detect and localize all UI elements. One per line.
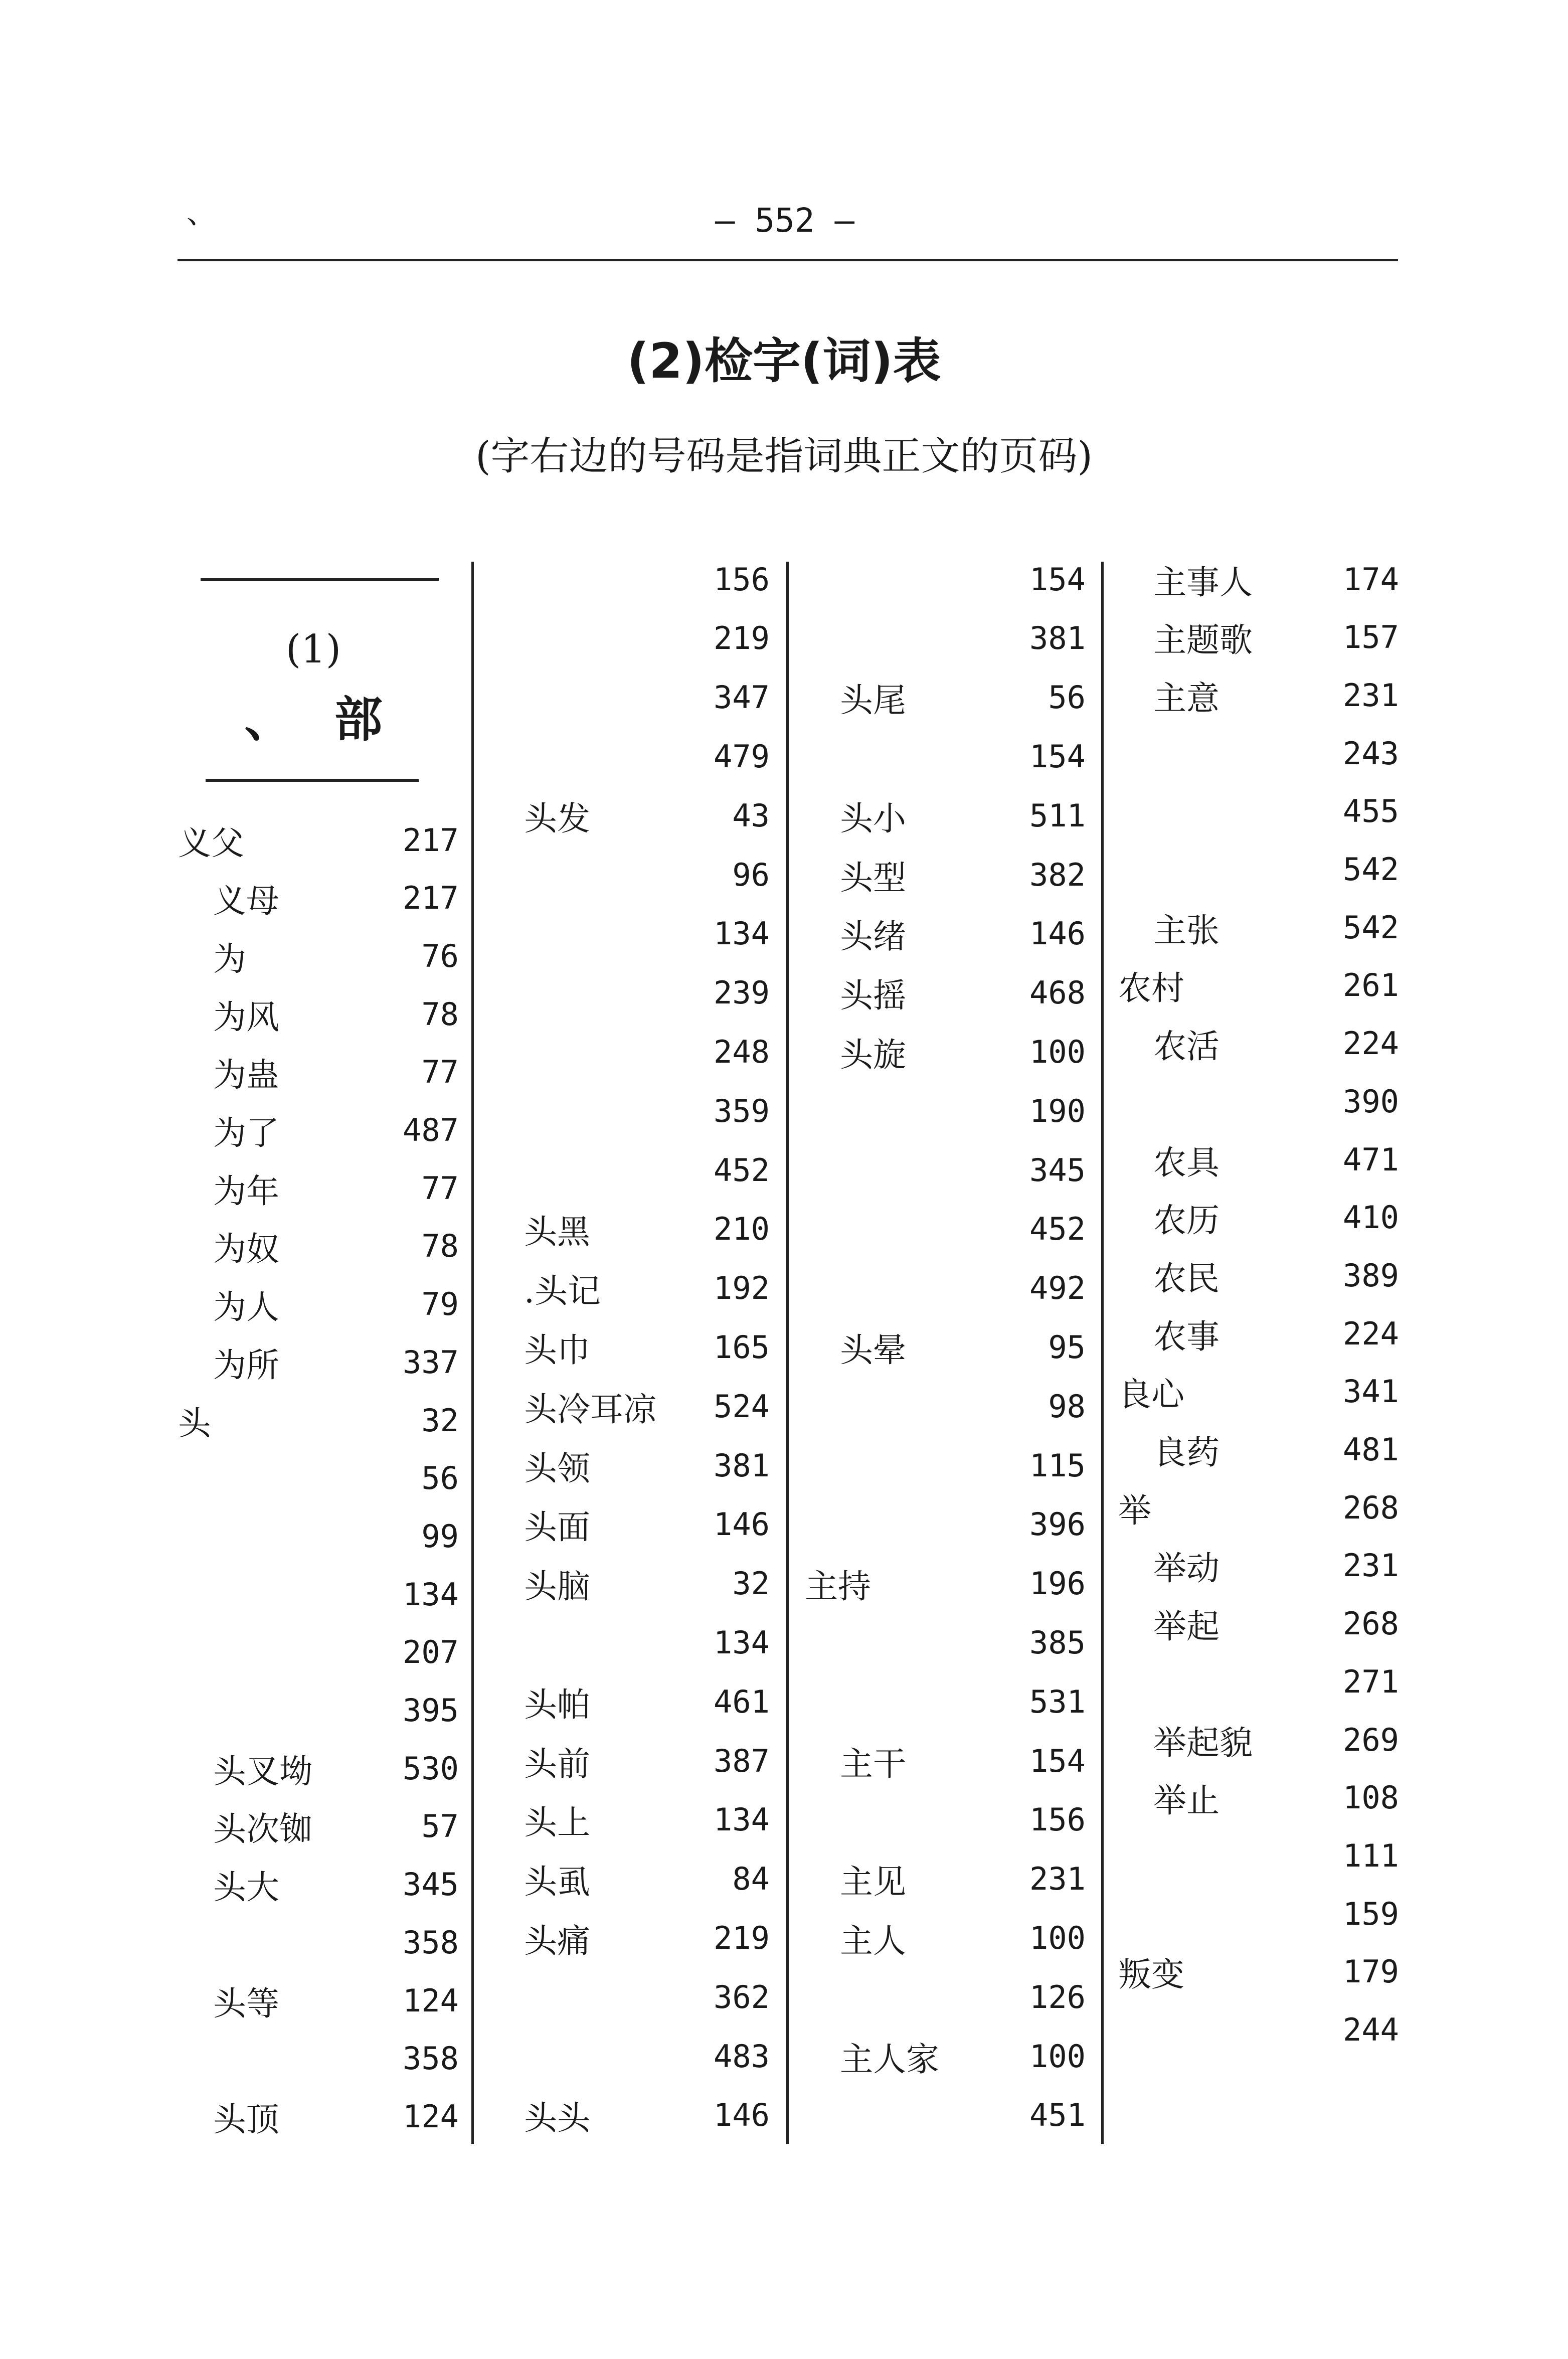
page-ref: 78 (421, 995, 459, 1033)
index-row (805, 1969, 1086, 2025)
page-ref: 210 (714, 1211, 770, 1248)
index-row (805, 1083, 1086, 1138)
page-ref: 387 (714, 1742, 770, 1779)
page-ref: 217 (403, 880, 459, 917)
index-row (524, 611, 770, 666)
page-ref: 76 (421, 937, 459, 974)
page-ref: 57 (421, 1808, 459, 1845)
index-row (805, 1319, 1086, 1375)
index-word: 头黑 (524, 1213, 590, 1252)
index-row (524, 1142, 770, 1198)
page-ref: 100 (1029, 2038, 1086, 2075)
page-ref: 231 (1343, 1547, 1399, 1584)
index-row (1118, 1944, 1399, 1999)
page-ref: 410 (1343, 1199, 1399, 1236)
index-word: 头次铷 (213, 1810, 312, 1849)
page-ref: 134 (714, 1624, 770, 1661)
page-ref: 192 (714, 1270, 770, 1307)
page-ref: 146 (1029, 915, 1086, 952)
page-ref: 471 (1343, 1141, 1399, 1178)
index-row (1118, 2002, 1399, 2058)
index-row (805, 788, 1086, 843)
page-ref: 159 (1343, 1895, 1399, 1932)
index-row (178, 2031, 459, 2086)
index-row (178, 1683, 459, 1738)
page-ref: 224 (1343, 1315, 1399, 1352)
page-ref: 243 (1343, 735, 1399, 772)
index-word: 为了 (213, 1114, 279, 1152)
index-row (524, 2029, 770, 2084)
index-row (178, 1625, 459, 1680)
page-ref: 542 (1343, 851, 1399, 888)
index-word: 主持 (805, 1567, 871, 1606)
index-word: 为所 (213, 1345, 279, 1385)
index-row (524, 1083, 770, 1138)
index-row (178, 1973, 459, 2028)
section-name: 、 部 (244, 692, 383, 748)
index-row (1118, 1364, 1399, 1419)
index-word: 头冷耳凉 (524, 1390, 656, 1429)
page-ref: 358 (403, 1924, 459, 1961)
index-word: 头型 (840, 858, 906, 897)
page-ref: 157 (1343, 619, 1399, 656)
index-row (805, 1615, 1086, 1670)
page-ref: 207 (403, 1634, 459, 1671)
index-row (1118, 726, 1399, 781)
index-row (524, 1851, 770, 1907)
index-row (1118, 1132, 1399, 1187)
index-row (805, 2029, 1086, 2084)
index-word: 主干 (840, 1744, 906, 1783)
page-ref: 531 (1029, 1683, 1086, 1720)
page-ref: 134 (714, 1801, 770, 1838)
index-word: 农活 (1153, 1027, 1219, 1066)
index-word: .头记 (524, 1272, 601, 1311)
index-row (1118, 667, 1399, 723)
page-ref: 487 (403, 1112, 459, 1148)
index-row (805, 1556, 1086, 1611)
page-ref: 231 (1029, 1861, 1086, 1898)
index-row (805, 847, 1086, 902)
index-row (805, 1438, 1086, 1493)
page-ref: 542 (1343, 909, 1399, 946)
index-word: 农事 (1153, 1317, 1219, 1356)
index-word: 农村 (1118, 969, 1184, 1008)
index-row (805, 1851, 1086, 1907)
index-word: 为年 (213, 1171, 279, 1211)
index-word: 头前 (524, 1744, 590, 1783)
index-word: 头痛 (524, 1921, 590, 1960)
index-row (1118, 1654, 1399, 1709)
page-ref: 154 (1029, 738, 1086, 775)
index-row (178, 986, 459, 1042)
index-word: 为人 (213, 1288, 279, 1327)
index-word: 叛变 (1118, 1955, 1184, 1994)
page-ref: 98 (1048, 1388, 1086, 1425)
page-ref: 381 (1029, 620, 1086, 657)
index-row (1118, 1886, 1399, 1941)
page-ref: 196 (1029, 1565, 1086, 1602)
index-word: 为风 (213, 997, 279, 1037)
index-row (1118, 1770, 1399, 1825)
page-ref: 108 (1343, 1779, 1399, 1816)
index-word: 头摇 (840, 976, 906, 1016)
index-row (805, 1379, 1086, 1434)
index-word: 头晕 (840, 1330, 906, 1370)
index-word: 头 (178, 1404, 211, 1443)
index-row (524, 552, 770, 607)
index-row (524, 1910, 770, 1965)
index-row (178, 1741, 459, 1796)
page-ref: 468 (1029, 974, 1086, 1012)
index-word: 主张 (1153, 911, 1219, 950)
page-ref: 231 (1343, 677, 1399, 714)
page-ref: 358 (403, 2040, 459, 2077)
page-ref: 115 (1029, 1447, 1086, 1484)
page-ref: 99 (421, 1518, 459, 1555)
index-row (178, 928, 459, 983)
column-separator (471, 562, 474, 2144)
page-ref: 483 (714, 2038, 770, 2075)
index-row (805, 1497, 1086, 1552)
index-row (805, 2088, 1086, 2143)
index-row (524, 1792, 770, 1847)
index-word: 头绪 (840, 917, 906, 956)
index-row (805, 1261, 1086, 1316)
index-row (524, 1438, 770, 1493)
index-row (178, 1508, 459, 1564)
page-ref: 84 (732, 1861, 770, 1898)
index-row (805, 965, 1086, 1021)
page-ref: 244 (1343, 2011, 1399, 2048)
page-ref: 337 (403, 1343, 459, 1381)
index-row (1118, 1828, 1399, 1883)
index-word: 头帕 (524, 1685, 590, 1724)
index-row (524, 1024, 770, 1079)
column-separator (786, 562, 789, 2144)
index-word: 农具 (1153, 1143, 1219, 1182)
page-ref: 451 (1029, 2097, 1086, 2134)
page-ref: 530 (403, 1750, 459, 1787)
index-row (1118, 1248, 1399, 1303)
page-ref: 56 (421, 1460, 459, 1497)
index-row (178, 1799, 459, 1854)
index-row (1118, 1074, 1399, 1129)
page-ref: 56 (1048, 679, 1086, 716)
index-row (524, 965, 770, 1021)
index-row (524, 729, 770, 784)
page-ref: 481 (1343, 1431, 1399, 1468)
index-word: 头头 (524, 2099, 590, 2138)
index-row (805, 1142, 1086, 1198)
index-word: 头大 (213, 1868, 279, 1907)
header-rule (178, 259, 1398, 261)
page-ref: 77 (421, 1169, 459, 1207)
index-row (524, 1969, 770, 2025)
index-row (178, 871, 459, 926)
index-word: 头叉坳 (213, 1752, 312, 1791)
index-row (805, 1910, 1086, 1965)
page-title: (2)检字(词)表 (627, 333, 941, 389)
index-row (178, 1915, 459, 1970)
index-word: 头旋 (840, 1035, 906, 1074)
index-row (178, 1219, 459, 1274)
index-word: 主人 (840, 1921, 906, 1960)
index-row (524, 670, 770, 725)
page-ref: 511 (1029, 797, 1086, 834)
index-row (524, 1379, 770, 1434)
index-word: 主事人 (1153, 563, 1253, 602)
index-row (524, 906, 770, 961)
index-word: 头顶 (213, 2100, 279, 2139)
index-word: 良心 (1118, 1375, 1184, 1414)
index-row (805, 611, 1086, 666)
index-row (1118, 958, 1399, 1013)
page-ref: 479 (714, 738, 770, 775)
page-ref: 239 (714, 974, 770, 1012)
page-ref: 124 (403, 1982, 459, 2019)
index-word: 头面 (524, 1508, 590, 1547)
page-ref: 341 (1343, 1373, 1399, 1410)
page-ref: 248 (714, 1033, 770, 1070)
index-word: 为奴 (213, 1230, 279, 1269)
page-number: — 552 — (715, 201, 855, 240)
page-ref: 174 (1343, 561, 1399, 598)
index-row (178, 1045, 459, 1100)
page-ref: 217 (403, 821, 459, 859)
page-ref: 452 (714, 1151, 770, 1189)
index-row (178, 812, 459, 868)
index-word: 头虱 (524, 1863, 590, 1902)
index-row (524, 1202, 770, 1257)
page-ref: 77 (421, 1054, 459, 1091)
page-ref: 381 (714, 1447, 770, 1484)
page-ref: 385 (1029, 1624, 1086, 1661)
index-row (524, 1497, 770, 1552)
page-ref: 359 (714, 1092, 770, 1129)
index-row (805, 670, 1086, 725)
page-ref: 345 (1029, 1151, 1086, 1189)
index-word: 头领 (524, 1449, 590, 1488)
page-ref: 126 (1029, 1978, 1086, 2015)
index-row (524, 847, 770, 902)
page-ref: 455 (1343, 793, 1399, 830)
index-word: 举起貌 (1153, 1723, 1253, 1762)
section-rule-bottom (206, 779, 419, 782)
index-row (1118, 1190, 1399, 1245)
index-word: 义父 (178, 823, 244, 863)
index-row (524, 1615, 770, 1670)
index-row (178, 1334, 459, 1390)
page-subtitle: (字右边的号码是指词典正文的页码) (475, 434, 1093, 479)
page-ref: 396 (1029, 1506, 1086, 1543)
page-ref: 347 (714, 679, 770, 716)
index-word: 主意 (1153, 679, 1219, 718)
index-row (178, 1857, 459, 1912)
index-row (178, 1277, 459, 1332)
section-number: (1) (285, 627, 341, 672)
index-row (805, 729, 1086, 784)
page-ref: 452 (1029, 1211, 1086, 1248)
index-row (524, 2088, 770, 2143)
page-ref: 100 (1029, 1919, 1086, 1956)
index-row (805, 1024, 1086, 1079)
index-word: 举动 (1153, 1549, 1219, 1588)
page-ref: 154 (1029, 1742, 1086, 1779)
index-row (1118, 784, 1399, 839)
index-word: 农民 (1153, 1259, 1219, 1298)
index-word: 农历 (1153, 1201, 1219, 1240)
page-ref: 190 (1029, 1092, 1086, 1129)
index-row (178, 1451, 459, 1506)
index-word: 举止 (1153, 1781, 1219, 1820)
page-ref: 345 (403, 1866, 459, 1903)
index-word: 主人家 (840, 2040, 939, 2079)
index-row (805, 1792, 1086, 1847)
index-row (805, 1674, 1086, 1729)
index-word: 为 (213, 939, 246, 978)
page-ref: 389 (1343, 1257, 1399, 1294)
index-row (1118, 900, 1399, 955)
index-row (1118, 1306, 1399, 1361)
page-ref: 134 (403, 1576, 459, 1613)
page-ref: 32 (732, 1565, 770, 1602)
page-ref: 156 (714, 561, 770, 598)
page-ref: 271 (1343, 1663, 1399, 1700)
page-ref: 165 (714, 1328, 770, 1366)
page-ref: 156 (1029, 1801, 1086, 1838)
page-ref: 395 (403, 1692, 459, 1729)
page-ref: 79 (421, 1286, 459, 1323)
index-row (178, 1103, 459, 1158)
index-row (1118, 1016, 1399, 1071)
index-word: 主题歌 (1153, 621, 1253, 660)
index-row (524, 1319, 770, 1375)
index-row (178, 1567, 459, 1622)
index-row (1118, 1712, 1399, 1767)
index-row (1118, 1422, 1399, 1477)
page-ref: 268 (1343, 1605, 1399, 1642)
index-word: 头小 (840, 799, 906, 838)
index-row (524, 1733, 770, 1788)
page-ref: 524 (714, 1388, 770, 1425)
index-word: 举 (1118, 1491, 1151, 1530)
page-ref: 224 (1343, 1025, 1399, 1062)
header-mark: 、 (187, 196, 217, 231)
index-row (1118, 842, 1399, 897)
page-ref: 111 (1343, 1837, 1399, 1874)
index-row (805, 906, 1086, 961)
index-word: 头巾 (524, 1330, 590, 1370)
page-ref: 43 (732, 797, 770, 834)
page-ref: 390 (1343, 1083, 1399, 1120)
page-ref: 268 (1343, 1489, 1399, 1526)
page-ref: 32 (421, 1402, 459, 1439)
index-row (805, 552, 1086, 607)
page-ref: 382 (1029, 856, 1086, 893)
index-row (178, 2089, 459, 2144)
column-separator (1101, 562, 1104, 2144)
index-word: 良药 (1153, 1433, 1219, 1472)
index-row (1118, 1596, 1399, 1651)
index-row (524, 1674, 770, 1729)
index-row (178, 1393, 459, 1448)
index-row (524, 1261, 770, 1316)
page-ref: 269 (1343, 1721, 1399, 1758)
page-ref: 146 (714, 2097, 770, 2134)
page-ref: 146 (714, 1506, 770, 1543)
page-ref: 95 (1048, 1328, 1086, 1366)
index-word: 为蛊 (213, 1056, 279, 1095)
index-word: 头等 (213, 1984, 279, 2023)
index-row (1118, 1538, 1399, 1593)
index-row (1118, 552, 1399, 607)
index-word: 义母 (213, 882, 279, 921)
page-ref: 219 (714, 620, 770, 657)
index-row (524, 1556, 770, 1611)
index-word: 头上 (524, 1803, 590, 1842)
section-rule-top (201, 578, 439, 581)
page-ref: 100 (1029, 1033, 1086, 1070)
page-ref: 261 (1343, 967, 1399, 1004)
index-word: 头发 (524, 799, 590, 838)
index-word: 举起 (1153, 1607, 1219, 1646)
page-ref: 78 (421, 1228, 459, 1265)
index-word: 主见 (840, 1863, 906, 1902)
index-row (524, 788, 770, 843)
index-word: 头尾 (840, 681, 906, 720)
page-ref: 461 (714, 1683, 770, 1720)
index-row (1118, 610, 1399, 665)
page-ref: 96 (732, 856, 770, 893)
index-row (805, 1733, 1086, 1788)
page-ref: 154 (1029, 561, 1086, 598)
index-row (1118, 1480, 1399, 1535)
page-ref: 124 (403, 2098, 459, 2135)
page-ref: 219 (714, 1919, 770, 1956)
page-ref: 179 (1343, 1953, 1399, 1990)
index-row (178, 1160, 459, 1216)
page-ref: 134 (714, 915, 770, 952)
index-word: 头脑 (524, 1567, 590, 1606)
index-row (805, 1202, 1086, 1257)
page-ref: 492 (1029, 1270, 1086, 1307)
page-ref: 362 (714, 1978, 770, 2015)
